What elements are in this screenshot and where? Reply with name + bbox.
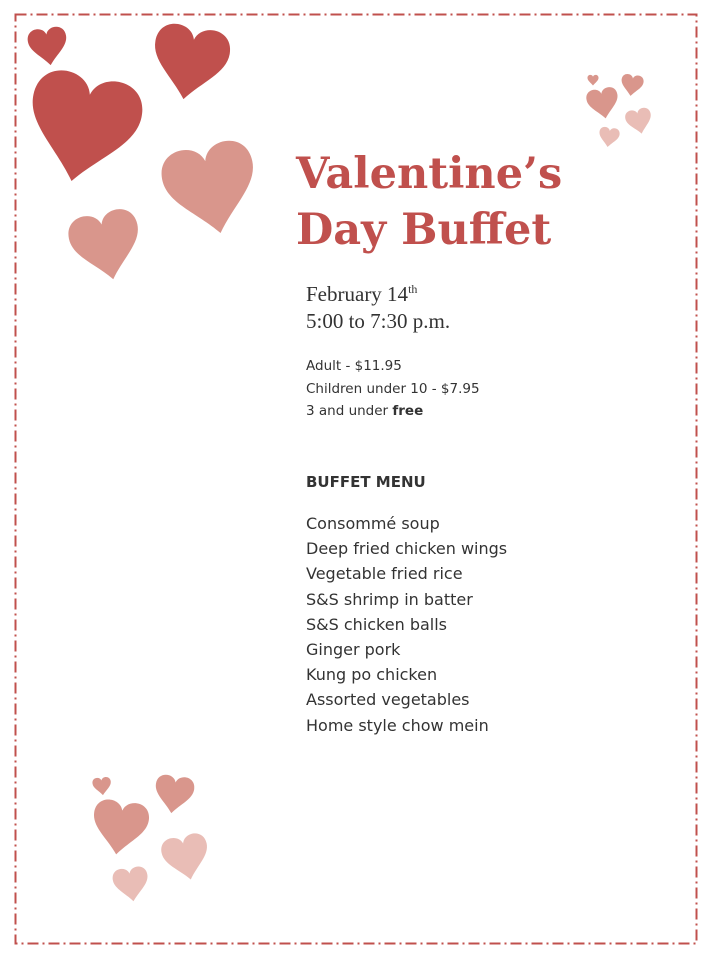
heart-icon [89,798,151,859]
menu-item: Vegetable fried rice [306,564,463,584]
heart-icon [26,25,69,67]
price-under-3 [306,400,480,423]
price-list [306,355,480,423]
heart-icon [146,21,233,106]
title-line-2: Day Buffet [296,205,552,255]
heart-icon [598,126,621,148]
heart-icon [624,107,654,137]
heart-icon [157,136,265,242]
title-line-1: Valentine’s [296,149,563,199]
menu-item: Kung po chicken [306,665,438,685]
event-date-text: February 14 [306,282,409,306]
price-free-label: free [392,403,424,419]
menu-item: Consommé soup [306,514,440,533]
price-under-3-text: 3 and under [306,403,393,419]
menu-heading: BUFFET MENU [306,473,426,491]
menu-item: Deep fried chicken wings [306,539,508,559]
menu-list [306,511,507,738]
event-date-ordinal: th [408,282,418,296]
menu-item: Home style chow mein [306,715,489,735]
heart-icon [587,75,598,86]
menu-item: Assorted vegetables [306,690,470,710]
menu-item: S&S chicken balls [306,614,448,634]
heart-icon [159,831,213,884]
event-datetime [306,281,450,335]
heart-icon [620,73,645,97]
price-children: Children under 10 - $7.95 [306,380,480,397]
event-time: 5:00 to 7:30 p.m. [306,309,451,333]
event-date [306,281,450,308]
heart-icon [152,773,195,815]
menu-item: S&S shrimp in batter [306,589,473,609]
heart-icon [585,86,621,121]
heart-icon [18,65,148,192]
page-title [296,146,562,258]
heart-icon [65,206,147,287]
heart-icon [111,865,150,903]
heart-icon [92,776,112,796]
price-adult: Adult - $11.95 [306,358,402,374]
menu-item: Ginger pork [306,640,401,660]
